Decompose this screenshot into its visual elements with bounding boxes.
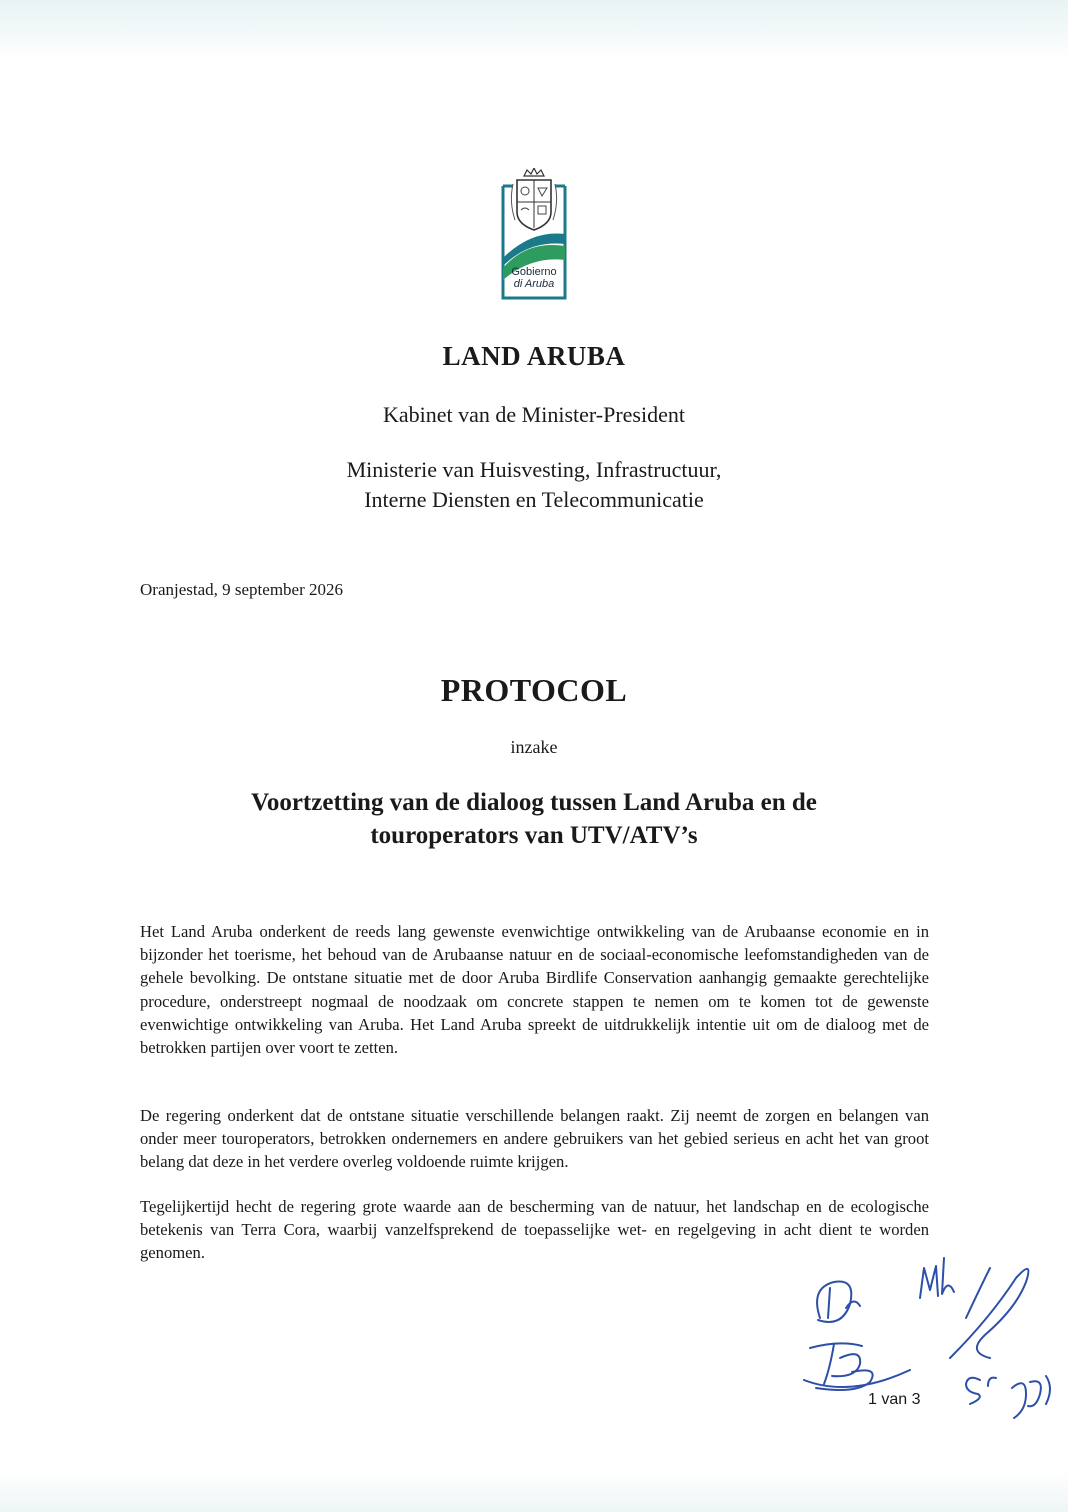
body-paragraph: De regering onderkent dat de ontstane situatie verschillende belangen raakt. Zij neemt de zorgen en belangen van onder meer touroperators, betrokken ondernemers en andere gebruikers van het gebied serieus en acht het van groot belang dat deze in het verdere overleg voldoende ruimte krijgen. [140,1106,929,1172]
page-number: 1 van 3 [868,1391,921,1408]
body-paragraph: Tegelijkertijd hecht de regering grote waarde aan de bescherming van de natuur, het landschap en de ecologische betekenis van Terra Cora, waarbij vanzelfsprekend de toepasselijke wet- en regelgeving in acht dient te worden genomen. [140,1197,929,1263]
scan-edge-bottom [0,1472,1068,1512]
gobierno-di-aruba-logo [497,168,571,300]
logo-wordmark [497,266,571,290]
handwritten-initials [790,1248,1060,1448]
subject-line-2: touroperators van UTV/ATV’s [370,822,698,849]
document-subject [0,786,1068,852]
ministry-name [0,455,1068,515]
ministry-line-2: Interne Diensten en Telecommunicatie [364,487,704,512]
body-paragraph: Het Land Aruba onderkent de reeds lang gewenste evenwichtige ontwikkeling van de Arubaanse economie en in bijzonder het toerisme, het behoud van de Arubaanse natuur en de sociaal-economische leefomstandigheden van de gehele bevolking. De ontstane situatie met de door Aruba Birdlife Conservation aanhangig gemaakte gerechtelijke procedure, onderstreept nogmaal de noodzaak om concrete stappen te nemen om te komen tot de gewenste evenwichtige ontwikkeling van Aruba. Het Land Aruba spreekt de uitdrukkelijk intentie uit om de dialoog met de betrokken partijen over voort te zetten. [140,922,929,1058]
logo-line-2: di Aruba [513,278,555,290]
subject-line-1: Voortzetting van de dialoog tussen Land Aruba en de [251,789,817,816]
document-title: PROTOCOL [440,672,628,708]
header-title: LAND ARUBA [442,341,626,371]
date-line: Oranjestad, 9 september 2026 [140,580,343,599]
scan-edge-top [0,0,1068,58]
logo-line-1: Gobierno [511,266,557,278]
inzake-label: inzake [510,737,558,757]
cabinet-name: Kabinet van de Minister-President [383,402,685,427]
ministry-line-1: Ministerie van Huisvesting, Infrastructuur, [346,457,722,482]
